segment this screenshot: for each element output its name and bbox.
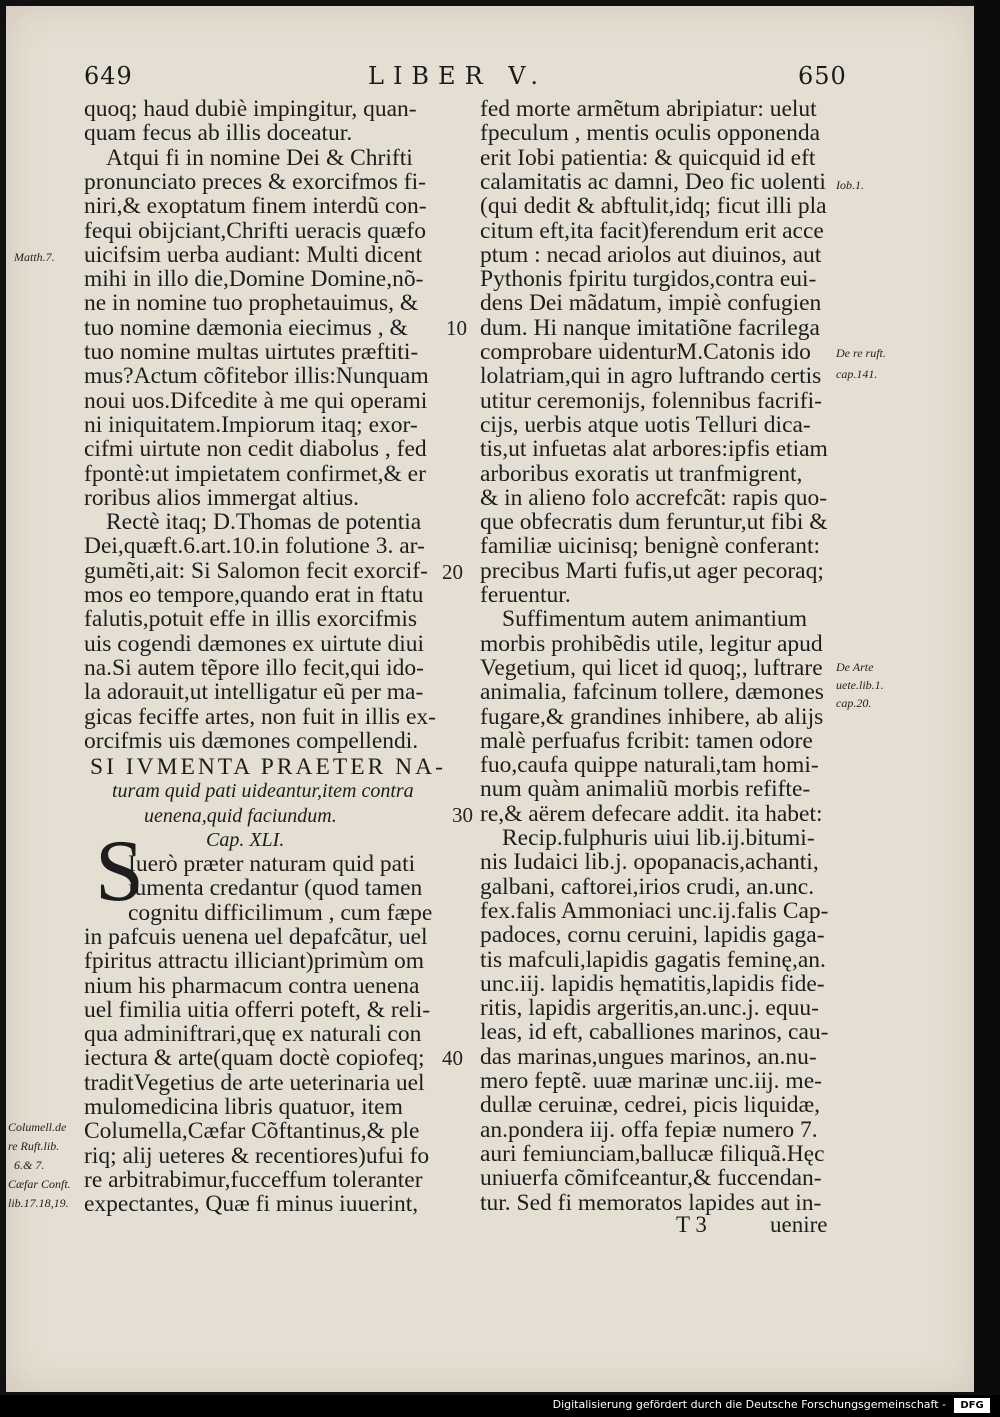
margin-note: 6.& 7. xyxy=(14,1158,45,1172)
text-line: nis Iudaici lib.j. opopanacis,achanti, xyxy=(480,849,819,875)
text-line: cognitu difficilimum , cum fæpe xyxy=(128,900,433,926)
text-line: iumenta credantur (quod tamen xyxy=(128,875,423,901)
footer-bar xyxy=(0,1395,1000,1417)
text-line: fpontè:ut impietatem confirmet,& er xyxy=(84,461,426,487)
text-line: fpeculum , mentis oculis opponenda xyxy=(480,120,821,146)
margin-note: Matth.7. xyxy=(14,250,55,264)
text-line: num quàm animaliũ morbis refifte- xyxy=(480,776,811,802)
text-line: tis mafculi,lapidis gagatis feminę,an. xyxy=(480,947,826,973)
text-line: re,& aërem defecare addit. ita habet: xyxy=(480,801,823,827)
margin-note: Iob.1. xyxy=(836,178,864,192)
text-line: an.pondera iij. offa fepiæ numero 7. xyxy=(480,1117,818,1143)
chapter-heading: uenena,quid faciundum. xyxy=(144,805,337,827)
text-line: arboribus exoratis ut tranfmigrent, xyxy=(480,461,803,487)
text-line: quam fecus ab illis doceatur. xyxy=(84,120,353,146)
text-line: qua adminiftrari,quę ex naturali con xyxy=(84,1021,422,1047)
drop-cap: S xyxy=(95,823,144,920)
text-line: fuo,caufa quippe naturali,tam homi- xyxy=(480,752,819,778)
text-line: Columella,Cæfar Cõftantinus,& ple xyxy=(84,1118,420,1144)
page-number-left: 649 xyxy=(84,62,133,90)
margin-note: re Ruft.lib. xyxy=(8,1139,60,1153)
text-line: iectura & arte(quam doctè copiofeq; xyxy=(84,1045,425,1071)
text-line: mihi in illo die,Domine Domine,nõ- xyxy=(84,266,424,292)
scan-border xyxy=(974,0,1000,1395)
line-number: 40 xyxy=(442,1046,463,1070)
text-line: fed morte armẽtum abripiatur: uelut xyxy=(480,96,817,122)
text-line: galbani, caftorei,irios crudi, an.unc. xyxy=(480,874,815,900)
text-line: Recip.fulphuris uiui lib.ij.bitumi- xyxy=(502,825,815,851)
text-line: re arbitrabimur,fucceffum toleranter xyxy=(84,1167,423,1193)
text-line: tur. Sed fi memoratos lapides aut in- xyxy=(480,1190,822,1216)
line-number: 30 xyxy=(452,803,473,827)
signature-mark: T 3 xyxy=(676,1212,707,1237)
margin-note: Cæfar Conft. xyxy=(8,1177,71,1191)
page-number-right: 650 xyxy=(798,62,847,90)
text-line: pronunciato preces & exorcifmos fi- xyxy=(84,169,426,195)
text-line: mus?Actum cõfitebor illis:Nunquam xyxy=(84,363,429,389)
right-text-column xyxy=(480,96,840,1226)
text-line: comprobare uidenturM.Catonis ido xyxy=(480,339,811,365)
text-line: ritis, lapidis argeritis,an.unc.j. equu- xyxy=(480,995,819,1021)
text-line: riq; alij ueteres & recentiores)ufui fo xyxy=(84,1143,430,1169)
text-line: ne in nomine tuo prophetauimus, & xyxy=(84,290,419,316)
text-line: utitur ceremonijs, folennibus facrifi- xyxy=(480,388,822,414)
text-line: traditVegetius de arte ueterinaria uel xyxy=(84,1070,425,1096)
text-line: noui uos.Difcedite à me qui operami xyxy=(84,388,428,414)
text-line: expectantes, Quæ fi minus iuuerint, xyxy=(84,1191,419,1217)
footer-text: Digitalisierung gefördert durch die Deutsche Forschungsgemeinschaft - xyxy=(552,1398,946,1411)
text-line: Iuerò præter naturam quid pati xyxy=(128,851,416,877)
chapter-number: Cap. XLI. xyxy=(206,829,285,851)
text-line: animalia, fafcinum tollere, dæmones xyxy=(480,679,824,705)
text-line: fugare,& grandines inhibere, ab alijs xyxy=(480,704,824,730)
text-line: unc.iij. lapidis hęmatitis,lapidis fide- xyxy=(480,971,825,997)
margin-note: uete.lib.1. xyxy=(836,678,884,692)
margin-note: De re ruft. xyxy=(836,346,886,360)
text-line: malè perfuafus fcribit: tamen odore xyxy=(480,728,813,754)
text-line: que obfecratis dum feruntur,ut fibi & xyxy=(480,509,828,535)
margin-note: lib.17.18,19. xyxy=(8,1196,69,1210)
text-line: Suffimentum autem animantium xyxy=(502,606,808,632)
text-line: Dei,quæft.6.art.10.in folutione 3. ar- xyxy=(84,533,425,559)
text-line: tuo nomine multas uirtutes præftiti- xyxy=(84,339,419,365)
line-number: 20 xyxy=(442,560,463,584)
text-line: uniuerfa cõmifceantur,& fuccendan- xyxy=(480,1165,822,1191)
left-text-column xyxy=(84,96,444,1226)
text-line: fequi obijciant,Chrifti ueracis quæfo xyxy=(84,218,426,244)
chapter-heading: SI IVMENTA PRAETER NA- xyxy=(90,754,446,780)
text-line: dens Dei mãdatum, impiè confugien xyxy=(480,290,822,316)
text-line: calamitatis ac damni, Deo fic uolenti xyxy=(480,169,826,195)
text-line: Rectè itaq; D.Thomas de potentia xyxy=(106,509,422,535)
catchword: uenire xyxy=(770,1212,828,1237)
text-line: gicas feciffe artes, non fuit in illis ex- xyxy=(84,704,436,730)
margin-note: cap.20. xyxy=(836,696,872,710)
text-line: & in alieno folo accrefcãt: rapis quo- xyxy=(480,485,828,511)
text-line: in pafcuis uenena uel depafcãtur, uel xyxy=(84,924,428,950)
text-line: dullæ ceruinæ, cedrei, picis liquidæ, xyxy=(480,1092,821,1118)
margin-note: cap.141. xyxy=(836,367,878,381)
text-line: Pythonis fpiritu turgidos,contra eui- xyxy=(480,266,817,292)
text-line: ni iniquitatem.Impiorum itaq; exor- xyxy=(84,412,418,438)
text-line: dum. Hi nanque imitatiõne facrilega xyxy=(480,315,820,341)
text-line: erit Iobi patientia: & quicquid id eft xyxy=(480,145,816,171)
text-line: roribus alios immergat altius. xyxy=(84,485,360,511)
dfg-logo: DFG xyxy=(954,1398,990,1413)
text-line: tis,ut infuetas alat arbores:ipfis etiam xyxy=(480,436,828,462)
text-line: feruentur. xyxy=(480,582,571,608)
text-line: citum eft,ita facit)ferendum erit acce xyxy=(480,218,824,244)
text-line: morbis prohibẽdis utile, legitur apud xyxy=(480,631,823,657)
text-line: cifmi uirtute non cedit diabolus , fed xyxy=(84,436,427,462)
text-line: mulomedicina libris quatuor, item xyxy=(84,1094,403,1120)
text-line: tuo nomine dæmonia eiecimus , & xyxy=(84,315,408,341)
text-line: mos eo tempore,quando erat in ftatu xyxy=(84,582,424,608)
text-line: precibus Marti fufis,ut ager pecoraq; xyxy=(480,558,824,584)
line-number: 10 xyxy=(446,316,467,340)
text-line: padoces, cornu ceruini, lapidis gaga- xyxy=(480,922,825,948)
text-line: auri femiunciam,ballucæ filiquã.Hęc xyxy=(480,1141,825,1167)
text-line: fpiritus attractu illiciant)primùm om xyxy=(84,948,425,974)
margin-note: Columell.de xyxy=(8,1120,67,1134)
text-line: quoq; haud dubiè impingitur, quan- xyxy=(84,96,417,122)
text-line: na.Si autem tẽpore illo fecit,qui ido- xyxy=(84,655,425,681)
text-line: uel fimilia uitia offerri poteft, & reli- xyxy=(84,997,431,1023)
margin-note: De Arte xyxy=(836,660,874,674)
text-line: fex.falis Ammoniaci unc.ij.falis Cap- xyxy=(480,898,829,924)
text-line: gumẽti,ait: Si Salomon fecit exorcif- xyxy=(84,558,428,584)
text-line: leas, id eft, caballiones marinos, cau- xyxy=(480,1019,829,1045)
text-line: orcifmis uis dæmones compellendi. xyxy=(84,728,419,754)
text-line: uis cogendi dæmones ex uirtute diui xyxy=(84,631,425,657)
text-line: falutis,potuit effe in illis exorcifmis xyxy=(84,606,418,632)
text-line: niri,& exoptatum finem interdũ con- xyxy=(84,193,427,219)
text-line: uicifsim uerba audiant: Multi dicent xyxy=(84,242,423,268)
text-line: Vegetium, qui licet id quoq;, luftrare xyxy=(480,655,823,681)
text-line: la adorauit,ut intelligatur eũ per ma- xyxy=(84,679,424,705)
running-title: LIBER V. xyxy=(368,62,548,90)
text-line: ptum : necad ariolos aut diuinos, aut xyxy=(480,242,822,268)
text-line: Atqui fi in nomine Dei & Chrifti xyxy=(106,145,413,171)
chapter-heading: turam quid pati uideantur,item contra xyxy=(112,780,414,802)
text-line: (qui dedit & abftulit,idq; ficut illi pla xyxy=(480,193,827,219)
text-line: nium his pharmacum contra uenena xyxy=(84,973,420,999)
text-line: familiæ uicinisq; benignè conferant: xyxy=(480,533,821,559)
text-line: lolatriam,qui in agro luftrando certis xyxy=(480,363,822,389)
text-line: das marinas,ungues marinos, an.nu- xyxy=(480,1044,817,1070)
text-line: cijs, uerbis atque uotis Telluri dica- xyxy=(480,412,811,438)
text-line: mero feptẽ. uuæ marinæ unc.iij. me- xyxy=(480,1068,822,1094)
